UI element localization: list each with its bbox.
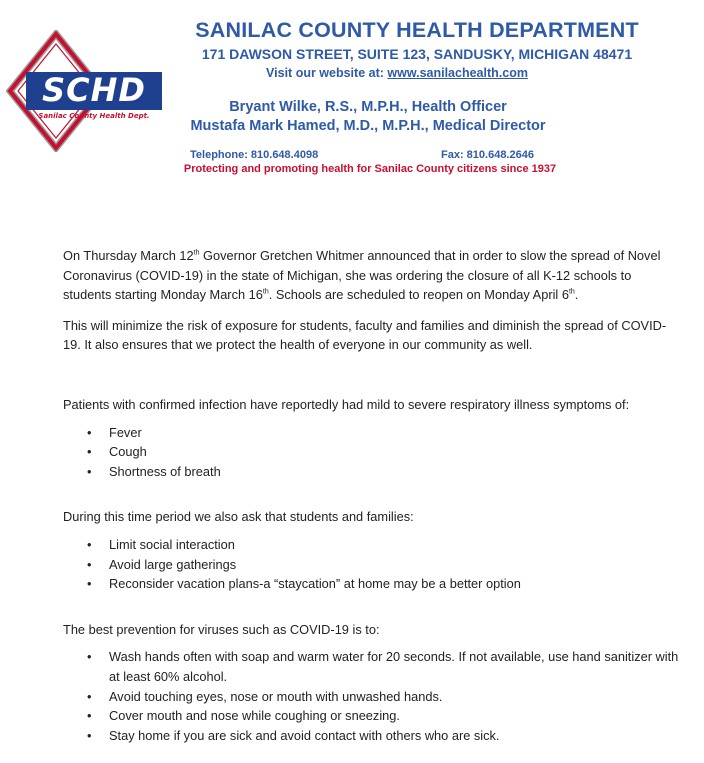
symptoms-list	[63, 423, 683, 482]
list-item: • Stay home if you are sick and avoid contact with others who are sick.	[109, 726, 683, 746]
website-line	[172, 66, 662, 80]
list-item: • Wash hands often with soap and warm water for 20 seconds. If not available, use hand sanitizer with at least 60% alcohol.	[109, 647, 683, 686]
ask-intro: During this time period we also ask that students and families:	[63, 509, 414, 525]
letter-body	[63, 246, 683, 745]
letterhead	[0, 0, 704, 200]
list-item: • Reconsider vacation plans-a “staycation” at home may be a better option	[109, 574, 683, 594]
prevention-list	[63, 647, 683, 745]
department-title: SANILAC COUNTY HEALTH DEPARTMENT	[195, 18, 639, 42]
paragraph-risk: This will minimize the risk of exposure for students, faculty and families and diminish the spread of COVID-19. It also ensures that we protect the health of everyone in our community as well.	[63, 317, 667, 353]
ask-list	[63, 535, 683, 594]
schd-logo	[6, 30, 166, 152]
logo-lettering: SCHD	[42, 71, 146, 109]
list-item: • Limit social interaction	[109, 535, 683, 555]
prevention-intro: The best prevention for viruses such as COVID-19 is to:	[63, 621, 380, 637]
list-item: • Avoid touching eyes, nose or mouth with unwashed hands.	[109, 687, 683, 707]
logo-sublettering: Sanilac County Health Dept.	[38, 112, 150, 120]
list-item: • Avoid large gatherings	[109, 555, 683, 575]
department-address: 171 DAWSON STREET, SUITE 123, SANDUSKY, MICHIGAN 48471	[201, 46, 633, 62]
tagline: Protecting and promoting health for Sanilac County citizens since 1937	[183, 163, 557, 175]
symptoms-intro: Patients with confirmed infection have reportedly had mild to severe respiratory illness symptoms of:	[63, 396, 630, 412]
list-item: • Cough	[109, 442, 683, 462]
health-officer: Bryant Wilke, R.S., M.P.H., Health Officer	[229, 99, 507, 115]
list-item: • Shortness of breath	[109, 462, 683, 482]
list-item: • Cover mouth and nose while coughing or sneezing.	[109, 706, 683, 726]
website-link[interactable]: www.sanilachealth.com	[387, 66, 528, 80]
fax: Fax: 810.648.2646	[441, 149, 534, 161]
list-item: • Fever	[109, 423, 683, 443]
telephone: Telephone: 810.648.4098	[190, 149, 319, 161]
website-prefix: Visit our website at:	[266, 66, 384, 80]
medical-director: Mustafa Mark Hamed, M.D., M.P.H., Medical Director	[190, 118, 546, 134]
paragraph-closure: On Thursday March 12th Governor Gretchen Whitmer announced that in order to slow the spread of Novel Coronavirus (COVID-19) in the state of Michigan, she was ordering the closure of all K-12 schools to students starting Monday March 16th. Schools are scheduled to reopen on Monday April 6th.	[63, 248, 661, 303]
